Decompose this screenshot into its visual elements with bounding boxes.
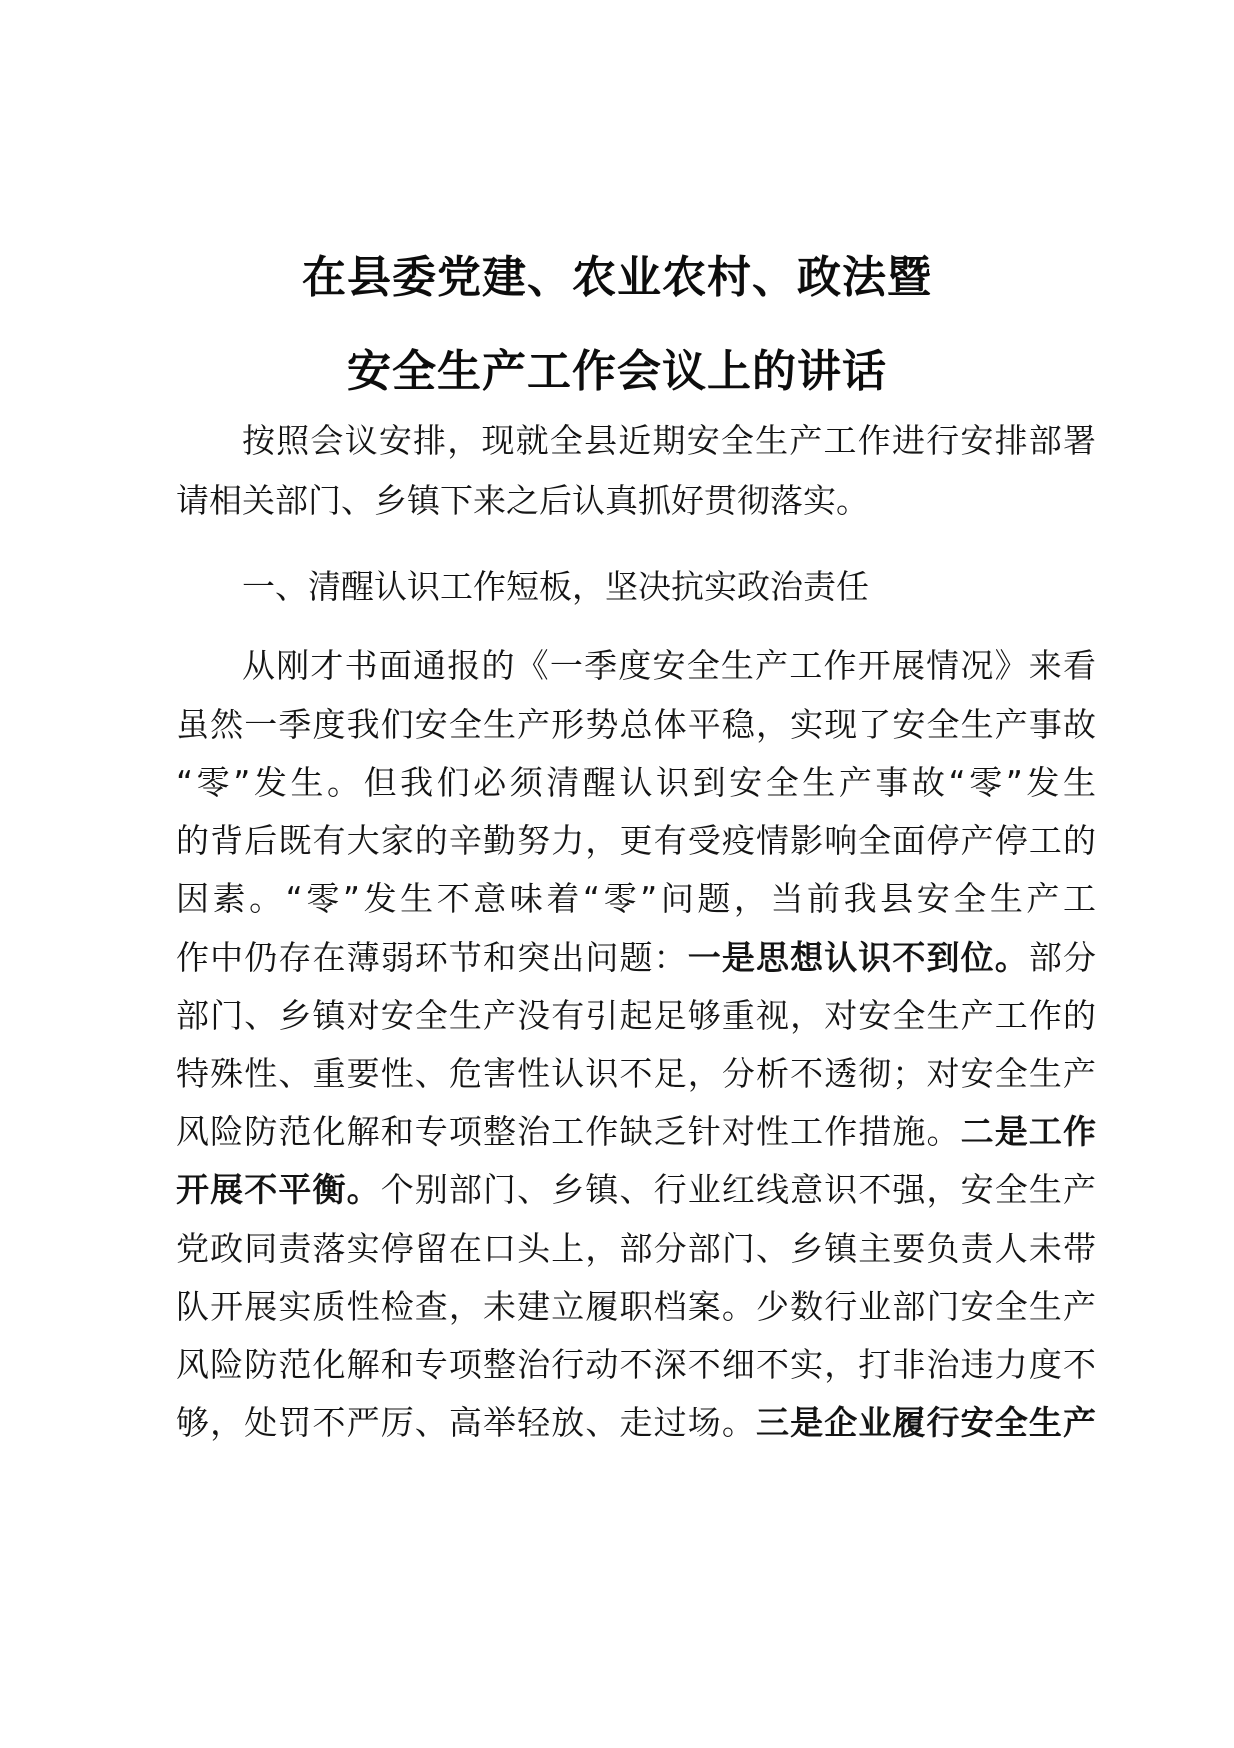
body-text: 作中仍存在薄弱环节和突出问题： [176, 938, 688, 977]
body-line-14 [176, 1402, 1096, 1444]
section-heading-1: 一、清醒认识工作短板，坚决抗实政治责任 [242, 567, 869, 606]
bold-point-2-start: 二是工作 [960, 1112, 1097, 1151]
intro-line-2: 请相关部门、乡镇下来之后认真抓好贯彻落实。 [176, 481, 869, 520]
document-title-line-1: 在县委党建、农业农村、政法暨 [302, 252, 932, 303]
body-line-2: 虽然一季度我们安全生产形势总体平稳，实现了安全生产事故 [176, 705, 1096, 744]
body-line-10 [176, 1169, 1096, 1211]
body-line-13: 风险防范化解和专项整治行动不深不细不实，打非治违力度不 [176, 1345, 1096, 1384]
bold-point-2-end: 开展不平衡。 [176, 1170, 381, 1209]
body-line-5: 因素。“零”发生不意味着“零”问题，当前我县安全生产工 [176, 879, 1096, 918]
body-line-7: 部门、乡镇对安全生产没有引起足够重视，对安全生产工作的 [176, 996, 1096, 1035]
body-line-3: “零”发生。但我们必须清醒认识到安全生产事故“零”发生 [176, 763, 1096, 802]
body-line-9 [176, 1111, 1096, 1153]
bold-point-1: 一是思想认识不到位。 [687, 938, 1029, 977]
intro-line-1: 按照会议安排，现就全县近期安全生产工作进行安排部署 [242, 421, 1096, 460]
body-text: 风险防范化解和专项整治工作缺乏针对性工作措施。 [176, 1112, 961, 1151]
document-title-line-2: 安全生产工作会议上的讲话 [347, 346, 887, 397]
body-line-11: 党政同责落实停留在口头上，部分部门、乡镇主要负责人未带 [176, 1229, 1096, 1268]
body-line-1: 从刚才书面通报的《一季度安全生产工作开展情况》来看 [242, 646, 1096, 685]
body-line-4: 的背后既有大家的辛勤努力，更有受疫情影响全面停产停工的 [176, 821, 1096, 860]
body-line-8: 特殊性、重要性、危害性认识不足，分析不透彻；对安全生产 [176, 1054, 1096, 1093]
body-text: 部分 [1028, 938, 1097, 977]
bold-point-3-start: 三是企业履行安全生产 [755, 1403, 1097, 1442]
body-line-12: 队开展实质性检查，未建立履职档案。少数行业部门安全生产 [176, 1287, 1096, 1326]
body-line-6 [176, 937, 1096, 979]
body-text: 够，处罚不严厉、高举轻放、走过场。 [176, 1403, 756, 1442]
body-text: 个别部门、乡镇、行业红线意识不强，安全生产 [380, 1170, 1097, 1209]
